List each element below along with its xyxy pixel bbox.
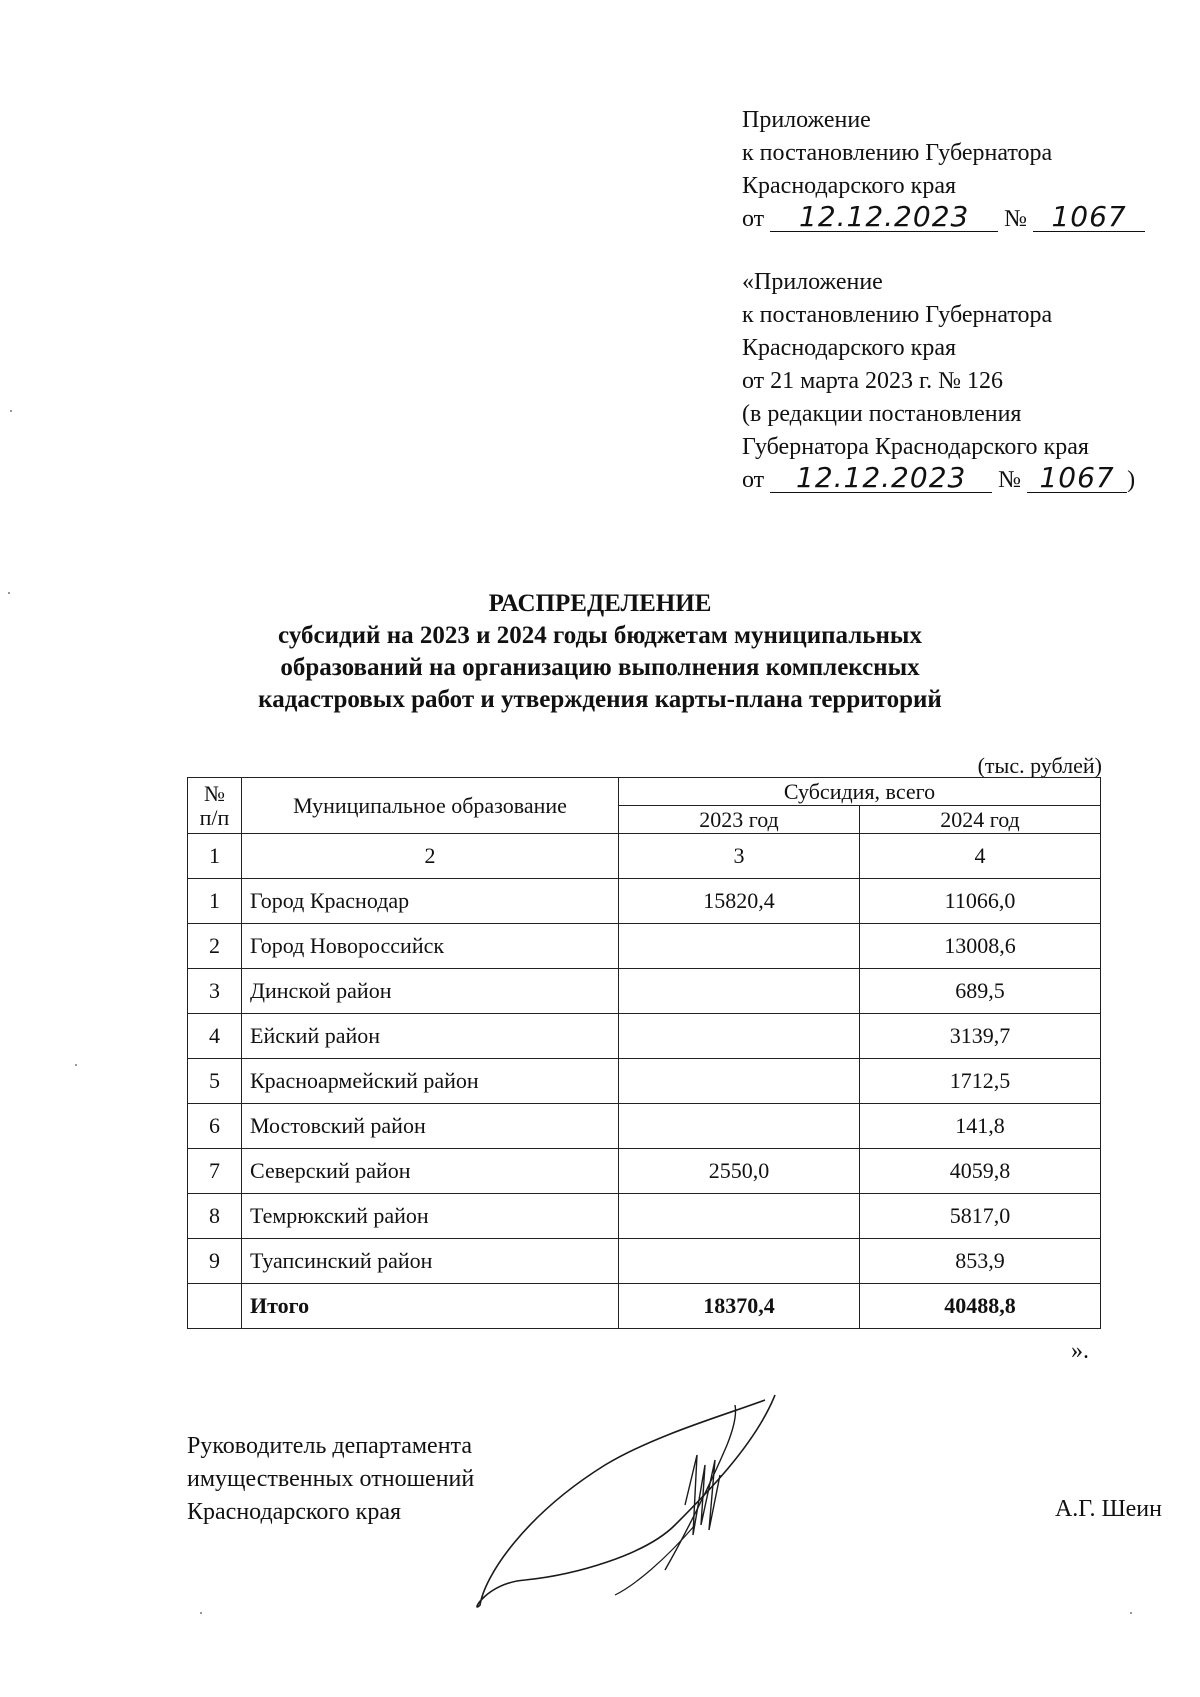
title-line: образований на организацию выполнения комплексных bbox=[280, 654, 920, 681]
handwritten-number: 1067 bbox=[1033, 203, 1145, 232]
row-2024: 5817,0 bbox=[860, 1194, 1101, 1239]
document-title bbox=[0, 588, 1200, 716]
approval-line: к постановлению Губернатора bbox=[742, 302, 1053, 328]
table-row bbox=[188, 924, 1101, 969]
table-row bbox=[188, 1239, 1101, 1284]
approval-line: к постановлению Губернатора bbox=[742, 140, 1053, 166]
approval-line: (в редакции постановления bbox=[742, 401, 1022, 427]
closing-paren: ) bbox=[1127, 467, 1136, 493]
row-2024: 11066,0 bbox=[860, 879, 1101, 924]
row-num: 3 bbox=[188, 969, 242, 1014]
row-name: Темрюкский район bbox=[242, 1194, 619, 1239]
scan-speck bbox=[10, 410, 12, 412]
signatory-title-line: Краснодарского края bbox=[187, 1499, 402, 1525]
table-row bbox=[188, 879, 1101, 924]
title-line: субсидий на 2023 и 2024 годы бюджетам муниципальных bbox=[278, 622, 922, 649]
approval-line: Краснодарского края bbox=[742, 173, 957, 199]
total-row bbox=[188, 1284, 1101, 1329]
row-2023 bbox=[619, 924, 860, 969]
row-2023: 15820,4 bbox=[619, 879, 860, 924]
handwritten-number: 1067 bbox=[1027, 464, 1127, 493]
number-prefix: № bbox=[1004, 206, 1028, 232]
handwritten-signature bbox=[465, 1385, 795, 1620]
row-2023: 2550,0 bbox=[619, 1149, 860, 1194]
table-row bbox=[188, 1149, 1101, 1194]
total-num-empty bbox=[188, 1284, 242, 1329]
scan-speck bbox=[200, 1612, 202, 1614]
units-label: (тыс. рублей) bbox=[977, 753, 1102, 778]
row-num: 5 bbox=[188, 1059, 242, 1104]
row-num: 4 bbox=[188, 1014, 242, 1059]
row-2023 bbox=[619, 1014, 860, 1059]
approval-block-current bbox=[742, 104, 1145, 236]
row-name: Туапсинский район bbox=[242, 1239, 619, 1284]
row-2024: 853,9 bbox=[860, 1239, 1101, 1284]
column-index: 2 bbox=[242, 834, 619, 879]
row-2023 bbox=[619, 1239, 860, 1284]
table-row bbox=[188, 1059, 1101, 1104]
row-name: Ейский район bbox=[242, 1014, 619, 1059]
header-subsidy-total: Субсидия, всего bbox=[619, 778, 1101, 806]
row-2024: 13008,6 bbox=[860, 924, 1101, 969]
signatory-title bbox=[187, 1430, 474, 1529]
row-name: Динской район bbox=[242, 969, 619, 1014]
row-2024: 3139,7 bbox=[860, 1014, 1101, 1059]
row-name: Красноармейский район bbox=[242, 1059, 619, 1104]
handwritten-date: 12.12.2023 bbox=[770, 464, 992, 493]
row-num: 9 bbox=[188, 1239, 242, 1284]
row-num: 2 bbox=[188, 924, 242, 969]
row-name: Северский район bbox=[242, 1149, 619, 1194]
row-2024: 689,5 bbox=[860, 969, 1101, 1014]
total-2023: 18370,4 bbox=[619, 1284, 860, 1329]
date-prefix: от bbox=[742, 467, 765, 493]
title-line: кадастровых работ и утверждения карты-плана территорий bbox=[258, 686, 942, 713]
approval-line: Губернатора Краснодарского края bbox=[742, 434, 1089, 460]
row-2023 bbox=[619, 1104, 860, 1149]
header-num: № п/п bbox=[188, 778, 242, 834]
closing-quote-mark: ». bbox=[1071, 1338, 1089, 1364]
row-name: Город Краснодар bbox=[242, 879, 619, 924]
scan-speck bbox=[1130, 1612, 1132, 1614]
approval-line: Краснодарского края bbox=[742, 335, 957, 361]
approval-date-line bbox=[742, 461, 1136, 497]
handwritten-date: 12.12.2023 bbox=[770, 203, 998, 232]
date-prefix: от bbox=[742, 206, 765, 232]
approval-date-line bbox=[742, 200, 1145, 236]
row-num: 7 bbox=[188, 1149, 242, 1194]
row-num: 8 bbox=[188, 1194, 242, 1239]
signatory-title-line: имущественных отношений bbox=[187, 1466, 475, 1492]
column-index: 1 bbox=[188, 834, 242, 879]
title-heading: РАСПРЕДЕЛЕНИЕ bbox=[488, 590, 712, 617]
table-row bbox=[188, 1104, 1101, 1149]
row-num: 6 bbox=[188, 1104, 242, 1149]
approval-line: «Приложение bbox=[742, 269, 883, 295]
column-index: 3 bbox=[619, 834, 860, 879]
row-name: Город Новороссийск bbox=[242, 924, 619, 969]
total-2024: 40488,8 bbox=[860, 1284, 1101, 1329]
column-index: 4 bbox=[860, 834, 1101, 879]
row-name: Мостовский район bbox=[242, 1104, 619, 1149]
approval-block-original bbox=[742, 266, 1135, 497]
scan-speck bbox=[75, 1064, 77, 1066]
row-2024: 141,8 bbox=[860, 1104, 1101, 1149]
table-row bbox=[188, 969, 1101, 1014]
total-label: Итого bbox=[242, 1284, 619, 1329]
number-prefix: № bbox=[998, 467, 1022, 493]
header-year-2023: 2023 год bbox=[619, 806, 860, 834]
row-2024: 4059,8 bbox=[860, 1149, 1101, 1194]
table-row bbox=[188, 1194, 1101, 1239]
row-2024: 1712,5 bbox=[860, 1059, 1101, 1104]
row-num: 1 bbox=[188, 879, 242, 924]
signatory-name: А.Г. Шеин bbox=[1054, 1496, 1162, 1522]
column-index-row bbox=[188, 834, 1101, 879]
subsidy-table bbox=[187, 777, 1101, 1329]
approval-line: от 21 марта 2023 г. № 126 bbox=[742, 368, 1003, 394]
table-row bbox=[188, 1014, 1101, 1059]
row-2023 bbox=[619, 1194, 860, 1239]
header-year-2024: 2024 год bbox=[860, 806, 1101, 834]
signatory-title-line: Руководитель департамента bbox=[187, 1433, 472, 1459]
scan-speck bbox=[8, 592, 10, 594]
approval-line: Приложение bbox=[742, 107, 871, 133]
row-2023 bbox=[619, 969, 860, 1014]
row-2023 bbox=[619, 1059, 860, 1104]
header-name: Муниципальное образование bbox=[242, 778, 619, 834]
